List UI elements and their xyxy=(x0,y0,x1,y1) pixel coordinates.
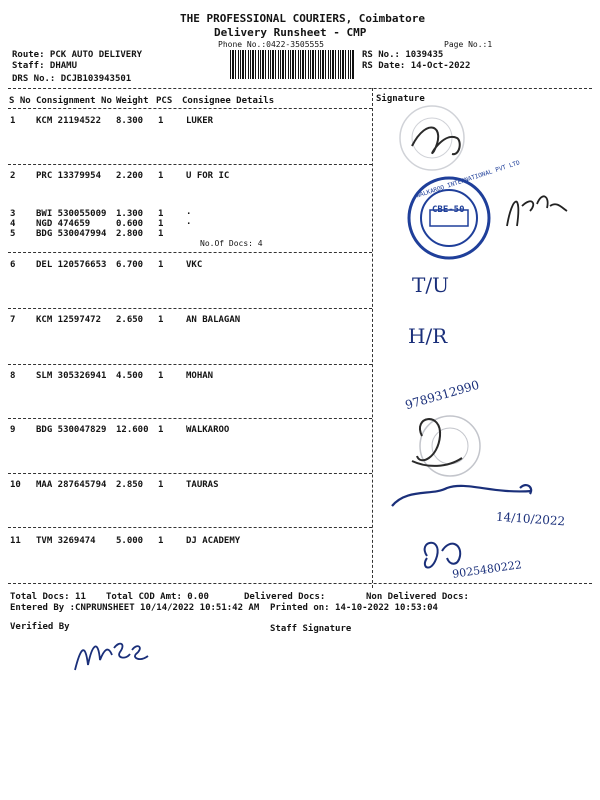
handwritten-date-row10: 14/10/2022 xyxy=(495,509,566,529)
row-sno: 9 xyxy=(10,425,16,435)
row-pcs: 1 xyxy=(158,116,164,126)
col-weight: Weight xyxy=(116,96,149,106)
row-consignee: . xyxy=(186,217,192,227)
row-consignee: . xyxy=(186,207,192,217)
handwritten-phone-row8: 9789312990 xyxy=(403,377,481,413)
row-sno: 8 xyxy=(10,371,16,381)
row-divider xyxy=(8,164,372,165)
row-consignment: KCM 12597472 xyxy=(36,315,102,325)
row-weight: 2.800 xyxy=(116,229,144,239)
row-consignee: DJ ACADEMY xyxy=(186,536,241,546)
verified-by-label: Verified By xyxy=(10,622,70,632)
row-consignee: TAURAS xyxy=(186,480,219,490)
row-sno: 1 xyxy=(10,116,16,126)
delivered-docs: Delivered Docs: xyxy=(244,592,326,602)
rs-date: RS Date: 14-Oct-2022 xyxy=(362,61,471,71)
row-weight: 2.650 xyxy=(116,315,144,325)
row-pcs: 1 xyxy=(158,536,164,546)
row-pcs: 1 xyxy=(158,425,164,435)
row-divider xyxy=(8,252,372,253)
row-consignee: LUKER xyxy=(186,116,214,126)
faint-stamp-icon xyxy=(420,416,480,476)
row-pcs: 1 xyxy=(158,315,164,325)
row-pcs: 1 xyxy=(158,171,164,181)
stamp-text: WALKAROO INTERNATIONAL PVT LTD xyxy=(415,159,521,200)
signature-row11 xyxy=(425,543,461,568)
col-pcs: PCS xyxy=(156,96,173,106)
row-sno: 11 xyxy=(10,536,21,546)
row-consignment: DEL 120576653 xyxy=(36,260,107,270)
runsheet-title: Delivery Runsheet - CMP xyxy=(214,26,367,39)
printed-on: Printed on: 14-10-2022 10:53:04 xyxy=(270,603,438,613)
page-number: Page No.:1 xyxy=(444,40,493,49)
row-consignee: MOHAN xyxy=(186,371,214,381)
non-delivered-docs: Non Delivered Docs: xyxy=(366,592,469,602)
barcode xyxy=(230,50,355,79)
row-consignee: U FOR IC xyxy=(186,171,230,181)
row-consignee: WALKAROO xyxy=(186,425,230,435)
verified-by-signature xyxy=(70,630,180,680)
phone-number: Phone No.:0422-3505555 xyxy=(218,40,324,49)
total-cod: Total COD Amt: 0.00 xyxy=(106,592,209,602)
col-signature: Signature xyxy=(376,94,425,104)
row-divider xyxy=(8,418,372,419)
entered-by: Entered By :CNPRUNSHEET 10/14/2022 10:51:42 AM xyxy=(10,603,260,613)
row-weight: 0.600 xyxy=(116,219,144,229)
row-consignee: AN BALAGAN xyxy=(186,315,241,325)
col-consignment: Consignment No xyxy=(36,96,112,106)
signature-row1 xyxy=(412,127,460,154)
row-weight: 8.300 xyxy=(116,116,144,126)
route: Route: PCK AUTO DELIVERY xyxy=(12,50,143,60)
row-consignee: VKC xyxy=(186,260,203,270)
drs-number: DRS No.: DCJB103943501 xyxy=(12,74,132,84)
row-pcs: 1 xyxy=(158,219,164,229)
row-sno: 7 xyxy=(10,315,16,325)
company-title: THE PROFESSIONAL COURIERS, Coimbatore xyxy=(180,12,426,25)
signature-row2 xyxy=(507,196,567,226)
row-consignment: PRC 13379954 xyxy=(36,171,102,181)
row-sno: 5 xyxy=(10,229,16,239)
row-weight: 12.600 xyxy=(116,425,149,435)
table-top-rule xyxy=(8,88,592,89)
row-pcs: 1 xyxy=(158,371,164,381)
row-weight: 1.300 xyxy=(116,209,144,219)
row-consignment: SLM 305326941 xyxy=(36,371,107,381)
row-consignment: BDG 530047994 xyxy=(36,229,107,239)
row-consignment: BDG 530047829 xyxy=(36,425,107,435)
staff-signature-label: Staff Signature xyxy=(270,624,352,634)
row-consignment: NGD 474659 xyxy=(36,219,91,229)
row-consignment: MAA 287645794 xyxy=(36,480,107,490)
row-weight: 5.000 xyxy=(116,536,144,546)
col-sno: S No xyxy=(9,96,31,106)
row-consignment: KCM 21194522 xyxy=(36,116,102,126)
row-consignment: TVM 3269474 xyxy=(36,536,96,546)
handwritten-phone-row11: 9025480222 xyxy=(451,558,523,581)
col-consignee: Consignee Details xyxy=(182,96,275,106)
row-sno: 3 xyxy=(10,209,16,219)
handwritten-row7: H/R xyxy=(408,324,448,348)
row-divider xyxy=(8,364,372,365)
row-pcs: 1 xyxy=(158,260,164,270)
row-weight: 6.700 xyxy=(116,260,144,270)
staff: Staff: DHAMU xyxy=(12,61,78,71)
row-divider xyxy=(8,527,372,528)
row-sno: 10 xyxy=(10,480,21,490)
row-divider xyxy=(8,308,372,309)
row-consignment: BWI 530055009 xyxy=(36,209,107,219)
row-sno: 2 xyxy=(10,171,16,181)
group-doc-count: No.Of Docs: 4 xyxy=(200,239,263,248)
signature-row10 xyxy=(392,485,532,506)
header-rule xyxy=(8,108,372,109)
handwritten-row6: T/U xyxy=(412,273,449,297)
row-sno: 4 xyxy=(10,219,16,229)
row-pcs: 1 xyxy=(158,209,164,219)
row-divider xyxy=(8,473,372,474)
total-docs: Total Docs: 11 xyxy=(10,592,86,602)
rs-number: RS No.: 1039435 xyxy=(362,50,444,60)
row-sno: 6 xyxy=(10,260,16,270)
row-pcs: 1 xyxy=(158,229,164,239)
stamp-center: CBE-50 xyxy=(432,205,465,215)
row-weight: 4.500 xyxy=(116,371,144,381)
row-weight: 2.850 xyxy=(116,480,144,490)
row-weight: 2.200 xyxy=(116,171,144,181)
row-pcs: 1 xyxy=(158,480,164,490)
